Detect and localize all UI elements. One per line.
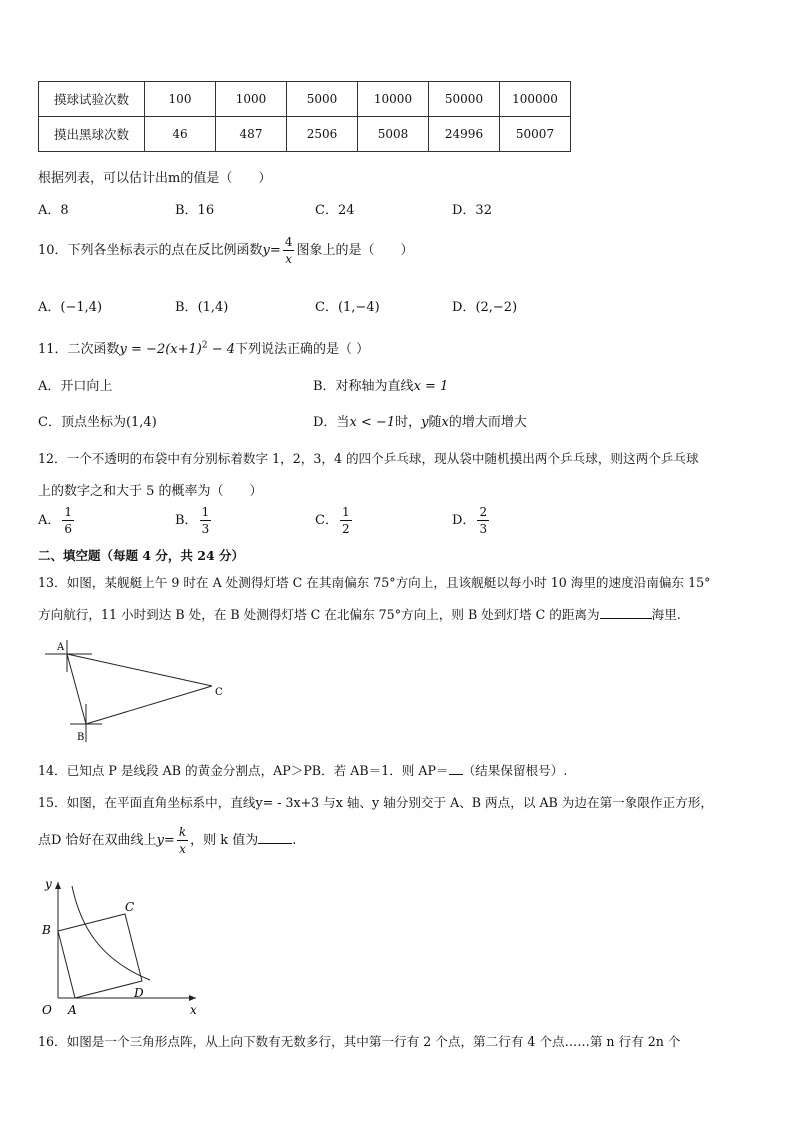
fraction-numerator: k <box>178 825 187 839</box>
option-fraction <box>340 506 352 535</box>
option-label: B． <box>175 300 198 315</box>
section-heading: 二、填空题（每题 4 分，共 24 分） <box>38 548 245 563</box>
option-text: 随 <box>428 415 442 430</box>
table-cell: 5008 <box>358 117 429 152</box>
q13-line2 <box>38 604 681 623</box>
q13-text: 方向航行，11 小时到达 B 处，在 B 处测得灯塔 C 在北偏东 75°方向上，则 B 处到灯塔 C 的距离为 <box>38 607 600 622</box>
option-value: (2,−2) <box>475 300 518 315</box>
fraction-denominator: 3 <box>479 522 488 536</box>
q9-stem: 根据列表，可以估计出m的值是（ ） <box>38 171 272 186</box>
option-math: x < −1 <box>349 415 396 430</box>
q15-diagram <box>38 874 208 1024</box>
option-fraction <box>62 506 74 535</box>
q11-text: 11．二次函数 <box>38 342 120 357</box>
q13-text-after: 海里. <box>651 607 681 622</box>
q14-text-pre: 14．已知点 P 是线段 AB 的黄金分割点，AP＞PB．若 AB＝1．则 AP＝ <box>38 763 449 778</box>
q12-option-d <box>452 506 491 535</box>
fraction-numerator: 1 <box>64 505 73 519</box>
fraction-denominator: 2 <box>341 522 350 536</box>
label-b: B <box>42 923 51 937</box>
y-axis-arrow <box>55 882 61 889</box>
q11-formula-tail: − 4 <box>207 342 236 357</box>
label-c: C <box>215 687 223 698</box>
q12-line1: 12．一个不透明的布袋中有分别标着数字 1，2，3，4 的四个乒乓球，现从袋中随机摸出两个乒乓球，则这两个乒乓球 <box>38 451 699 466</box>
table-cell: 1000 <box>216 82 287 117</box>
q12-option-b <box>175 506 213 535</box>
option-math: x = 1 <box>413 379 449 394</box>
segment-ac <box>67 654 212 686</box>
q9-option-a: A．8 <box>38 203 69 218</box>
row-header: 摸球试验次数 <box>39 82 145 117</box>
label-o: O <box>42 1003 52 1017</box>
q11-option-d <box>313 411 527 430</box>
option-label: A． <box>38 300 61 315</box>
q15-eq: = <box>163 833 175 848</box>
option-text: B．对称轴为直线 <box>313 379 414 394</box>
q10-text: 10．下列各坐标表示的点在反比例函数 <box>38 243 263 258</box>
table-cell: 5000 <box>287 82 358 117</box>
option-math: x <box>441 415 449 430</box>
option-text: 的增大而增大 <box>448 415 527 430</box>
table-cell: 50000 <box>429 82 500 117</box>
label-x: x <box>190 1003 197 1017</box>
fraction-numerator: 2 <box>479 505 488 519</box>
option-text: 时， <box>395 415 422 430</box>
table-cell: 487 <box>216 117 287 152</box>
q15-text-end: . <box>292 833 297 848</box>
table-cell: 46 <box>145 117 216 152</box>
option-value: (1,4) <box>197 300 229 315</box>
table-cell: 100 <box>145 82 216 117</box>
option-math: (1,4) <box>125 415 157 430</box>
option-label: D． <box>452 300 476 315</box>
q10-stem <box>38 236 413 265</box>
q13-line1: 13．如图，某舰艇上午 9 时在 A 处测得灯塔 C 在其南偏东 75°方向上，且该舰艇以每小时 10 海里的速度沿南偏东 15° <box>38 575 711 590</box>
table-row <box>39 117 571 152</box>
option-text: D．当 <box>313 415 350 430</box>
q16-line1: 16．如图是一个三角形点阵，从上向下数有无数多行，其中第一行有 2 个点，第二行有 4 个点……第 n 行有 2n 个 <box>38 1034 681 1049</box>
q10-eq: = <box>269 243 281 258</box>
q10-y: y <box>262 243 270 258</box>
option-fraction <box>477 506 489 535</box>
option-label: A． <box>38 513 61 528</box>
option-value: (−1,4) <box>60 300 103 315</box>
q11-formula: y = −2(x+1) <box>119 342 202 357</box>
q14-text <box>38 760 567 779</box>
q10-fraction <box>283 236 295 265</box>
label-d: D <box>134 986 144 1000</box>
fraction-denominator: x <box>179 842 186 856</box>
row-header: 摸出黑球次数 <box>39 117 145 152</box>
q10-option-c <box>315 296 380 315</box>
square-abcd <box>58 914 142 998</box>
q11-option-b <box>313 375 448 394</box>
answer-blank <box>258 831 292 844</box>
option-label: B． <box>175 513 198 528</box>
label-b: B <box>77 732 85 743</box>
q11-option-c <box>38 411 157 430</box>
q10-text-after: 图象上的是（ ） <box>296 243 414 258</box>
q15-text-after: ，则 k 值为 <box>190 833 259 848</box>
q15-text: 点D 恰好在双曲线上 <box>38 833 157 848</box>
table-cell: 2506 <box>287 117 358 152</box>
option-label: C． <box>315 513 338 528</box>
table-cell: 50007 <box>500 117 571 152</box>
q15-y: y <box>156 833 164 848</box>
answer-blank <box>600 606 652 619</box>
q9-option-d: D．32 <box>452 203 492 218</box>
q12-line2: 上的数字之和大于 5 的概率为（ ） <box>38 484 263 499</box>
fraction-numerator: 1 <box>201 505 210 519</box>
segment-ab <box>67 654 86 724</box>
q15-line2 <box>38 826 296 855</box>
q11-stem <box>38 338 369 357</box>
table-row <box>39 82 571 117</box>
fraction-numerator: 4 <box>284 235 293 249</box>
option-value: (1,−4) <box>337 300 380 315</box>
label-a: A <box>68 1003 77 1017</box>
q10-option-a <box>38 296 102 315</box>
q15-fraction <box>177 826 188 855</box>
q13-diagram <box>40 638 240 748</box>
option-math: y <box>421 415 429 430</box>
option-text: C．顶点坐标为 <box>38 415 126 430</box>
table-cell: 100000 <box>500 82 571 117</box>
q9-option-c: C．24 <box>315 203 355 218</box>
q11-option-a: A．开口向上 <box>38 379 113 394</box>
q10-option-d <box>452 296 517 315</box>
fraction-denominator: 3 <box>201 522 210 536</box>
table-cell: 24996 <box>429 117 500 152</box>
trial-table <box>38 81 571 152</box>
q11-exponent: 2 <box>201 340 208 351</box>
table-cell: 10000 <box>358 82 429 117</box>
q14-text-post: （结果保留根号）. <box>462 763 568 778</box>
q11-text-after: 下列说法正确的是（ ） <box>235 342 370 357</box>
option-label: C． <box>315 300 338 315</box>
option-fraction <box>200 506 212 535</box>
q15-line1: 15．如图，在平面直角坐标系中，直线y= - 3x+3 与x 轴、y 轴分别交于 A、B 两点，以 AB 为边在第一象限作正方形， <box>38 795 713 810</box>
q9-option-b: B．16 <box>175 203 215 218</box>
segment-bc <box>86 686 212 724</box>
answer-blank <box>449 762 463 775</box>
label-a: A <box>57 642 65 653</box>
q12-option-a <box>38 506 76 535</box>
fraction-denominator: x <box>285 252 293 266</box>
label-c: C <box>125 900 135 914</box>
q12-option-c <box>315 506 354 535</box>
label-y: y <box>45 877 52 891</box>
option-label: D． <box>452 513 476 528</box>
fraction-denominator: 6 <box>64 522 73 536</box>
fraction-numerator: 1 <box>341 505 350 519</box>
x-axis-arrow <box>189 995 196 1001</box>
q10-option-b <box>175 296 228 315</box>
